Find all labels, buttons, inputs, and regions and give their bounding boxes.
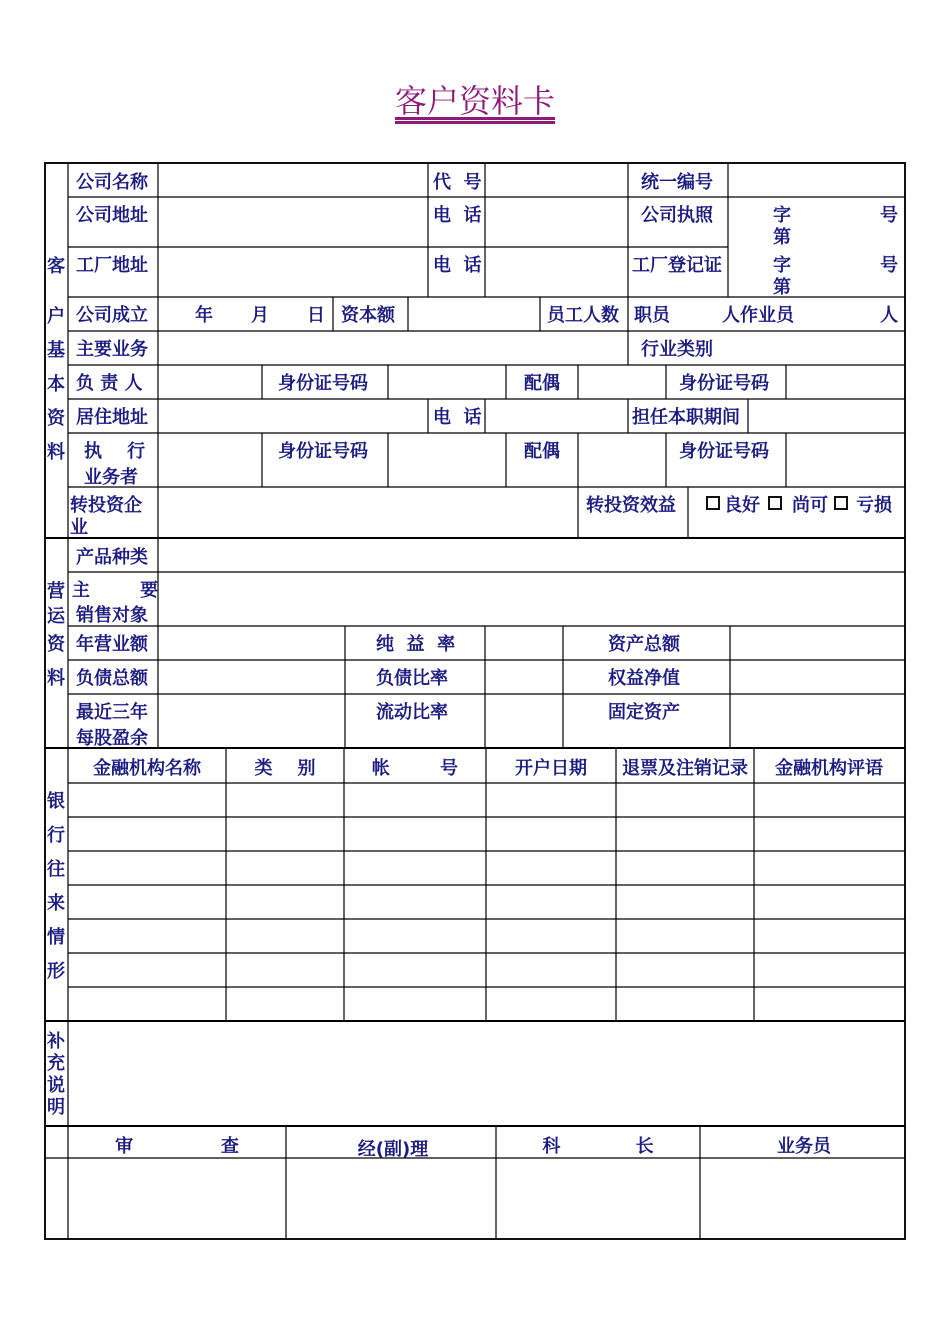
section-char: 资 [47,408,65,429]
operators-label: 人作业员 [722,305,794,326]
factory-reg-zi: 字 [773,255,791,276]
factory-reg-hao: 号 [880,255,898,276]
responsible-id-label: 身份证号码 [278,373,368,394]
main-business-label: 主要业务 [76,339,148,360]
factory-address-label: 工厂地址 [76,255,148,276]
executive-label-line1: 执 行 [84,441,146,462]
phone-label: 电 话 [433,205,482,226]
section-char: 银 [47,791,65,812]
bank-header-type: 类 别 [254,758,316,779]
executive-id-label: 身份证号码 [278,441,368,462]
responsible-spouse-label: 配偶 [524,373,560,394]
founded-day: 日 [307,305,325,326]
fair-checkbox[interactable] [769,497,781,509]
fixed-assets-label: 固定资产 [608,702,680,723]
company-name-label: 公司名称 [76,172,148,193]
bank-section-label [46,790,66,982]
section-char: 料 [47,668,65,689]
bank-header-open-date: 开户日期 [515,758,587,779]
bank-header-comments: 金融机构评语 [775,758,883,779]
eps-label-line2: 每股盈余 [76,728,148,749]
capital-label: 资本额 [341,305,395,326]
section-char: 客 [47,256,65,277]
revenue-label: 年营业额 [76,634,148,655]
total-assets-label: 资产总额 [608,634,680,655]
fair-option-label: 尚可 [792,495,828,516]
section-char: 基 [47,340,65,361]
sales-target-label-line1: 主 要 [72,580,159,601]
executive-spouse-id-label: 身份证号码 [679,441,769,462]
section-char: 往 [47,859,65,880]
executive-label-line2: 业务者 [84,467,138,488]
bank-header-bounce-record: 退票及注销记录 [622,758,748,779]
section-char: 资 [47,634,65,655]
bank-header-account: 帐 号 [371,758,459,779]
page-title-text: 客户资料卡 [394,82,555,120]
company-address-label: 公司地址 [76,205,148,226]
signoff-salesperson: 业务员 [777,1136,831,1157]
signoff-manager: 经(副)理 [357,1139,429,1160]
section-char: 明 [47,1097,65,1118]
reinvest-benefit-label: 转投资效益 [586,495,676,516]
operation-section-label [47,580,66,689]
signoff-review: 审 查 [115,1136,239,1157]
section-char: 说 [47,1075,65,1096]
products-label: 产品种类 [76,547,148,568]
total-liabilities-label: 负债总额 [76,668,148,689]
section-char: 户 [47,306,65,327]
operators-person: 人 [880,305,898,326]
good-option-label: 良好 [724,495,760,516]
factory-reg-di: 第 [773,277,791,298]
industry-label: 行业类别 [641,339,713,360]
residence-label: 居住地址 [76,407,148,428]
sales-target-label-line2: 销售对象 [76,605,148,626]
founded-label: 公司成立 [76,305,148,326]
equity-label: 权益净值 [608,668,680,689]
section-char: 形 [47,961,65,982]
section-char: 行 [47,825,65,846]
section-char: 本 [47,374,65,395]
license-zi: 字 [773,205,791,226]
founded-year: 年 [195,305,213,326]
tenure-label: 担任本职期间 [632,407,740,428]
good-checkbox[interactable] [707,497,719,509]
bank-header-institution: 金融机构名称 [93,758,201,779]
staff-label: 职员 [634,305,670,326]
loss-checkbox[interactable] [835,497,847,509]
residence-phone-label: 电 话 [433,407,482,428]
code-label: 代 号 [433,172,482,193]
loss-option-label: 亏损 [856,495,892,516]
license-di: 第 [773,227,791,248]
business-license-label: 公司执照 [641,205,713,226]
remarks-section-label [46,1030,65,1118]
section-char: 补 [47,1031,65,1052]
section-char: 料 [47,442,65,463]
section-char: 充 [47,1053,65,1074]
section-char: 运 [47,606,65,627]
basic-section-label [47,255,66,463]
responsible-label: 负 责 人 [76,373,143,394]
reinvest-label-line1: 转投资企 [70,495,142,516]
debt-ratio-label: 负债比率 [376,668,448,689]
factory-phone-label: 电 话 [433,255,482,276]
reinvest-label-line2: 业 [70,517,88,538]
signoff-section-chief: 科 长 [542,1136,654,1157]
net-margin-label: 纯 益 率 [376,634,456,655]
employees-label: 员工人数 [547,305,619,326]
responsible-spouse-id-label: 身份证号码 [679,373,769,394]
unified-number-label: 统一编号 [641,172,713,193]
license-hao: 号 [880,205,898,226]
founded-month: 月 [251,305,269,326]
section-char: 营 [47,581,65,602]
section-char: 情 [47,927,65,948]
executive-spouse-label: 配偶 [524,441,560,462]
current-ratio-label: 流动比率 [376,702,448,723]
eps-label-line1: 最近三年 [76,702,148,723]
section-char: 来 [47,893,65,914]
factory-registration-label: 工厂登记证 [632,255,722,276]
